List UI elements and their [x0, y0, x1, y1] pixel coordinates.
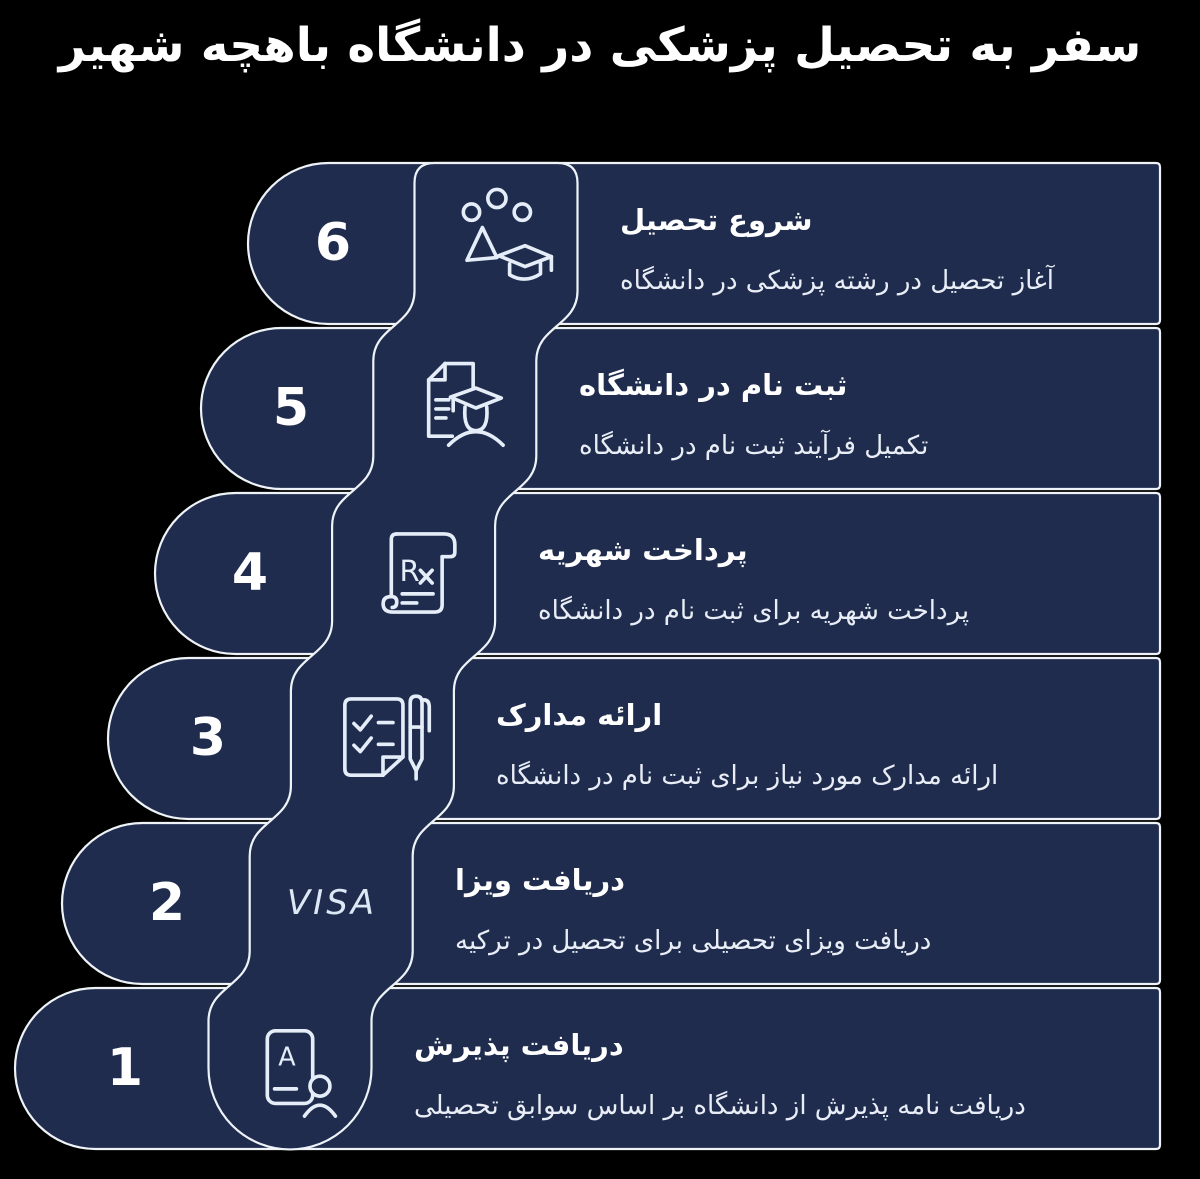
- graduation-shapes-icon: [437, 184, 555, 302]
- step-description: دریافت ویزای تحصیلی برای تحصیل در ترکیه: [455, 926, 932, 956]
- step-number: 3: [189, 708, 227, 768]
- step-number: 4: [231, 543, 269, 603]
- page-title: سفر به تحصیل پزشکی در دانشگاه باهچه شهیر: [58, 18, 1142, 73]
- step-description: ارائه مدارک مورد نیاز برای ثبت نام در دانشگاه: [496, 761, 999, 791]
- step-description: دریافت نامه پذیرش از دانشگاه بر اساس سوابق تحصیلی: [414, 1091, 1026, 1121]
- step-description: تکمیل فرآیند ثبت نام در دانشگاه: [579, 431, 929, 461]
- step-number: 2: [148, 873, 186, 933]
- svg-text:A: A: [278, 1041, 296, 1072]
- visa-icon: [273, 844, 391, 962]
- step-title: شروع تحصیل: [620, 203, 813, 237]
- student-document-icon: [396, 349, 514, 467]
- step-number: 1: [106, 1038, 144, 1098]
- step-title: دریافت پذیرش: [414, 1028, 624, 1062]
- step-number: 6: [314, 213, 352, 273]
- step-description: پرداخت شهریه برای ثبت نام در دانشگاه: [538, 596, 970, 626]
- id-card-person-icon: [231, 1009, 349, 1127]
- step-title: دریافت ویزا: [455, 863, 626, 897]
- visa-wordmark: VISA: [286, 883, 378, 923]
- step-title: ارائه مدارک: [496, 698, 663, 732]
- step-number: 5: [272, 378, 310, 438]
- payment-receipt-icon: [355, 514, 473, 632]
- step-title: پرداخت شهریه: [538, 533, 748, 567]
- step-description: آغاز تحصیل در رشته پزشکی در دانشگاه: [620, 266, 1054, 296]
- checklist-pen-icon: [314, 679, 432, 797]
- step-cards: [15, 163, 1160, 1149]
- svg-text:R: R: [399, 554, 420, 589]
- step-title: ثبت نام در دانشگاه: [579, 368, 848, 402]
